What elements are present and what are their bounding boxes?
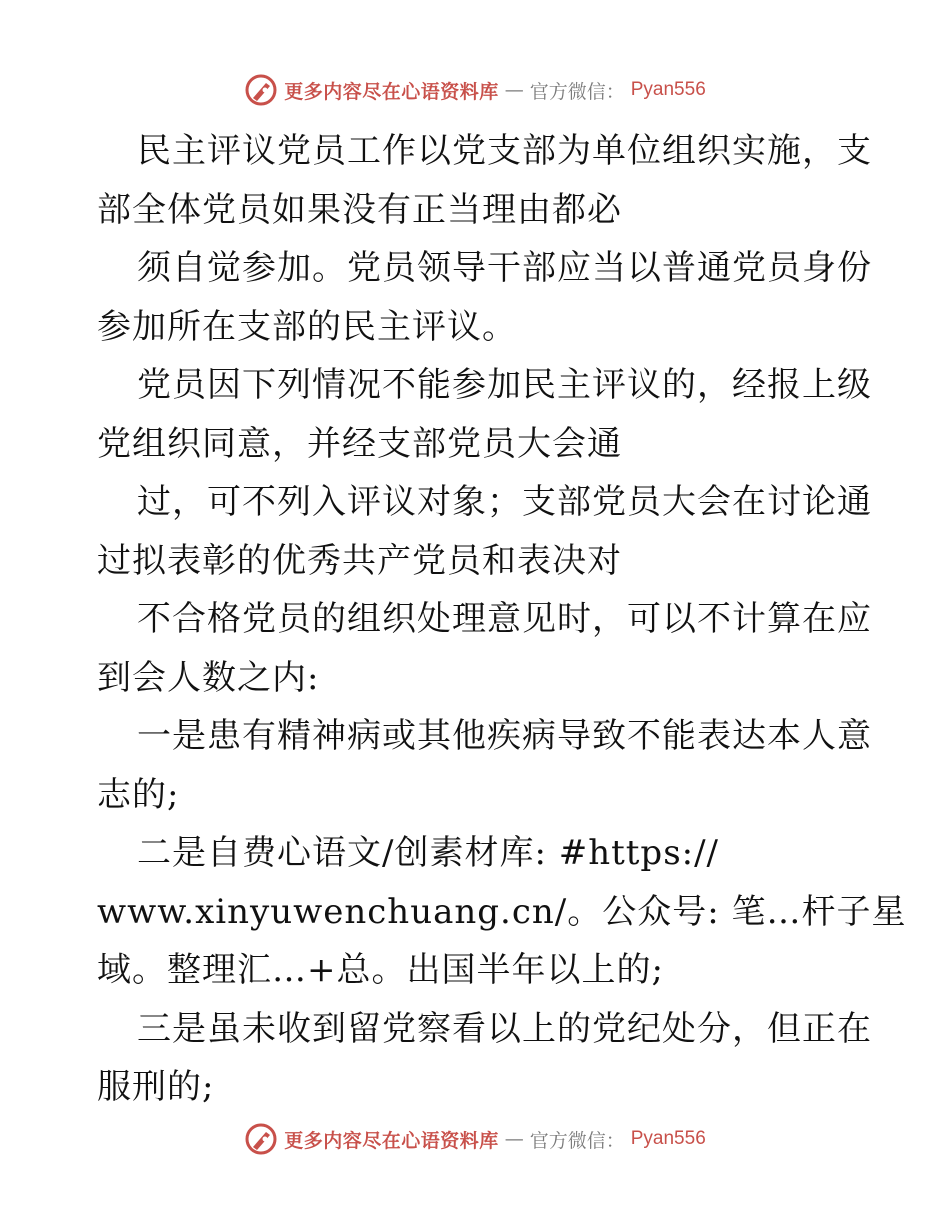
watermark-wechat-id: Pyan556 [630,79,706,100]
pen-circle-logo-icon [244,73,278,107]
header-watermark [0,70,950,110]
body-line-14: www.xinyuwenchuang.cn/。公众号: 笔…杆子星 [97,891,907,932]
body-line-12: 志的; [97,774,180,815]
watermark-wechat-id: Pyan556 [630,1128,706,1149]
watermark-separator: — [504,1128,524,1150]
footer-watermark [0,1119,950,1159]
body-line-13: 二是自费心语文/创素材库: #https:// [137,833,720,873]
body-line-9: 不合格党员的组织处理意见时，可以不计算在应 [137,599,872,639]
body-line-11: 一是患有精神病或其他疾病导致不能表达本人意 [137,716,872,756]
watermark-wechat-label: 官方微信： [529,1129,625,1152]
body-line-3: 须自觉参加。党员领导干部应当以普通党员身份 [137,248,872,288]
body-line-1: 民主评议党员工作以党支部为单位组织实施，支 [137,131,872,171]
watermark-separator: — [504,79,524,101]
body-line-4: 参加所在支部的民主评议。 [97,306,517,347]
body-line-15: 域。整理汇…+总。出国半年以上的; [97,950,664,990]
body-line-10: 到会人数之内: [97,657,320,698]
watermark-brand-text: 更多内容尽在心语资料库 [284,1129,499,1152]
body-line-6: 党组织同意，并经支部党员大会通 [97,423,622,464]
body-line-17: 服刑的; [97,1067,215,1107]
pen-circle-logo-icon [244,1122,278,1156]
watermark-wechat-label: 官方微信： [529,80,625,103]
body-line-8: 过拟表彰的优秀共产党员和表决对 [97,540,622,581]
body-line-2: 部全体党员如果没有正当理由都必 [97,189,622,230]
body-line-5: 党员因下列情况不能参加民主评议的，经报上级 [137,365,872,405]
body-line-7: 过，可不列入评议对象；支部党员大会在讨论通 [137,482,872,522]
body-line-16: 三是虽未收到留党察看以上的党纪处分，但正在 [137,1008,872,1049]
watermark-brand-text: 更多内容尽在心语资料库 [284,80,499,103]
document-body [97,122,907,1117]
